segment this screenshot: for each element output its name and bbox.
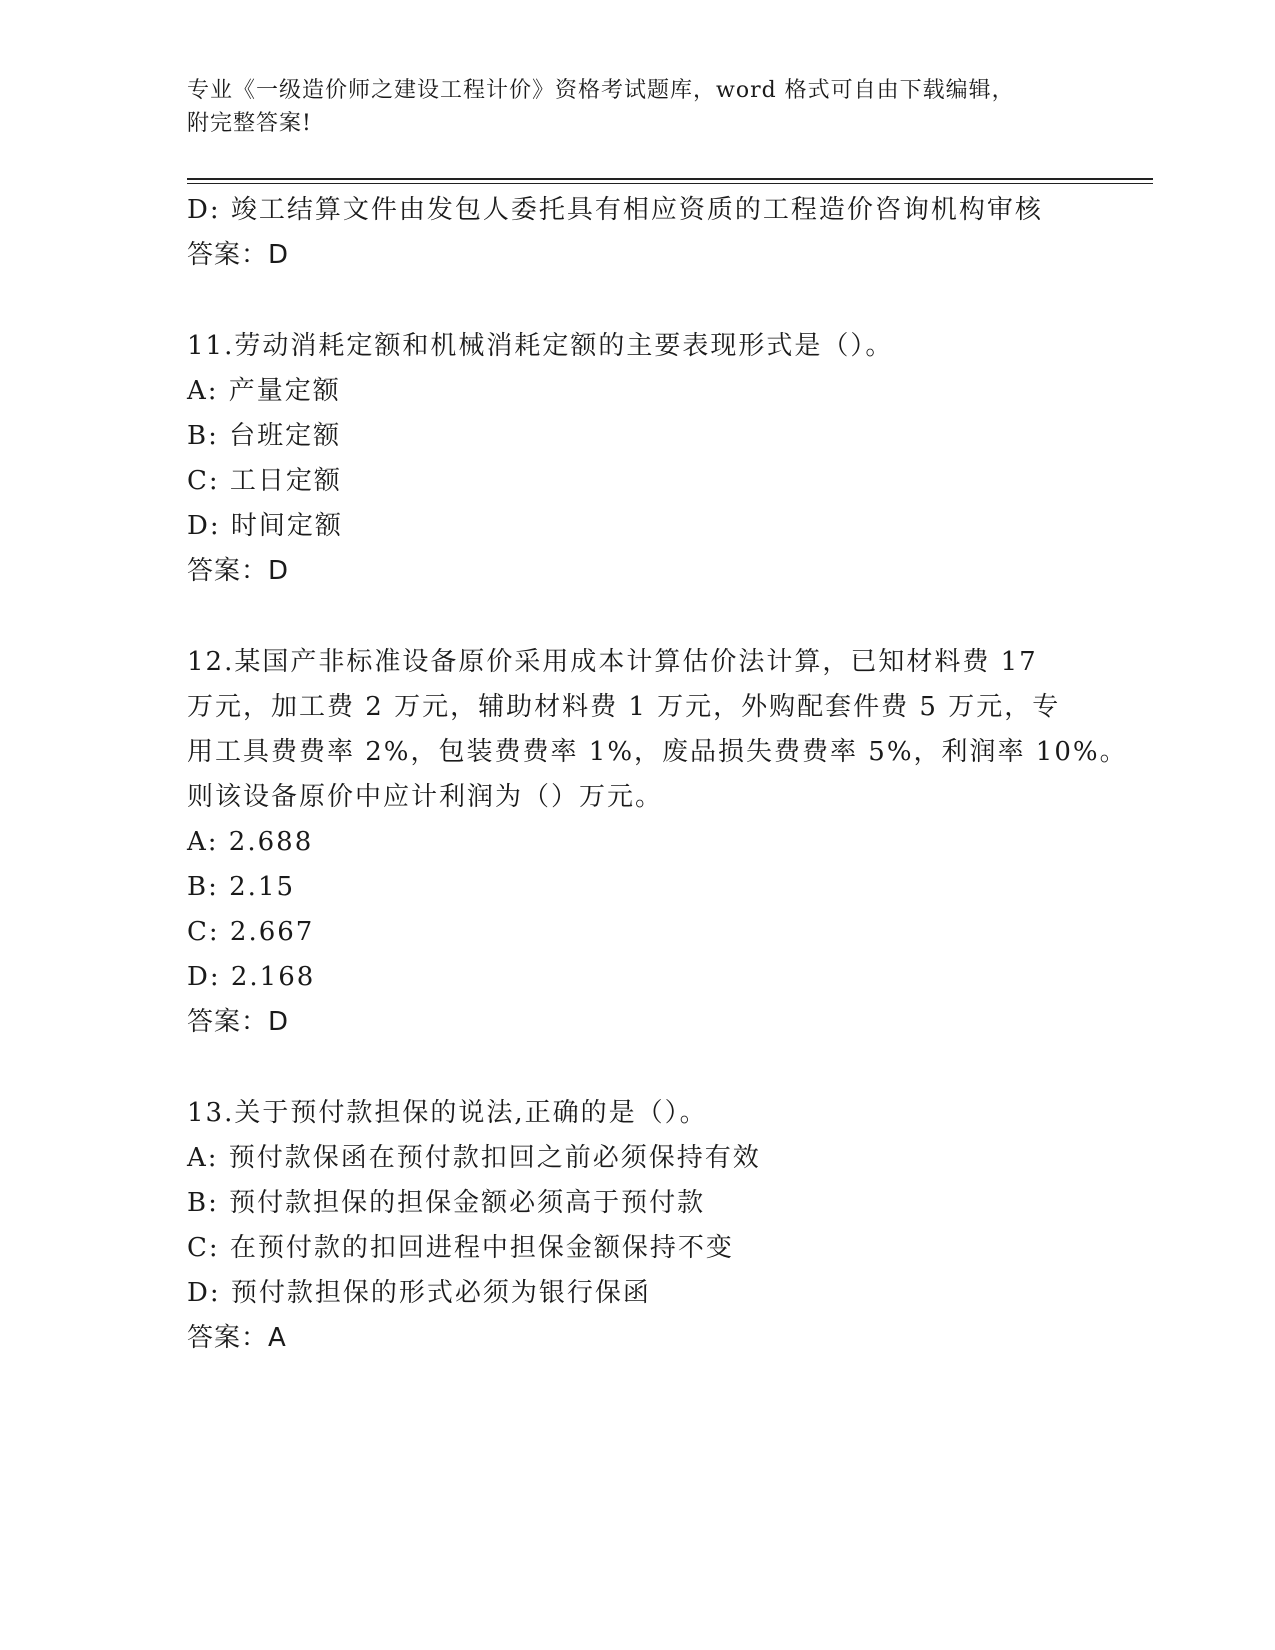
answer: 答案：A [187,1323,287,1353]
question-content [187,188,1128,1361]
option-b: B: 台班定额 [187,421,342,451]
header-line-2: 附完整答案! [187,111,312,136]
option-d: D: 2.168 [187,962,316,992]
question-stem-line-1: 12.某国产非标准设备原价采用成本计算估价法计算，已知材料费 17 [187,647,1038,677]
question-stem-line-4: 则该设备原价中应计利润为（）万元。 [187,782,664,812]
question-stem-line-2: 万元，加工费 2 万元，辅助材料费 1 万元，外购配套件费 5 万元，专 [187,692,1061,722]
answer: 答案：D [187,556,290,586]
prev-answer: 答案：D [187,240,290,270]
option-c: C: 2.667 [187,917,315,947]
option-d: D: 预付款担保的形式必须为银行保函 [187,1278,651,1308]
option-c: C: 在预付款的扣回进程中担保金额保持不变 [187,1233,734,1263]
header-divider-thick [187,178,1153,180]
question-12 [187,640,1128,1045]
option-c: C: 工日定额 [187,466,342,496]
option-a: A: 产量定额 [187,376,341,406]
question-13 [187,1091,1087,1361]
answer: 答案：D [187,1007,290,1037]
option-d: D: 时间定额 [187,511,343,541]
header-divider-thin [187,183,1153,184]
question-11 [187,324,1087,594]
question-stem-line-3: 用工具费费率 2%，包装费费率 1%，废品损失费费率 5%，利润率 10%。 [187,737,1128,767]
option-b: B: 2.15 [187,872,296,902]
header-line-1: 专业《一级造价师之建设工程计价》资格考试题库，word 格式可自由下载编辑， [187,78,1015,103]
option-a: A: 预付款保函在预付款扣回之前必须保持有效 [187,1143,761,1173]
option-a: A: 2.688 [187,827,314,857]
page-header [187,74,1087,140]
option-b: B: 预付款担保的担保金额必须高于预付款 [187,1188,706,1218]
question-stem: 11.劳动消耗定额和机械消耗定额的主要表现形式是（）。 [187,331,894,361]
prev-option-d: D: 竣工结算文件由发包人委托具有相应资质的工程造价咨询机构审核 [187,195,1043,225]
question-stem: 13.关于预付款担保的说法,正确的是（）。 [187,1098,708,1128]
